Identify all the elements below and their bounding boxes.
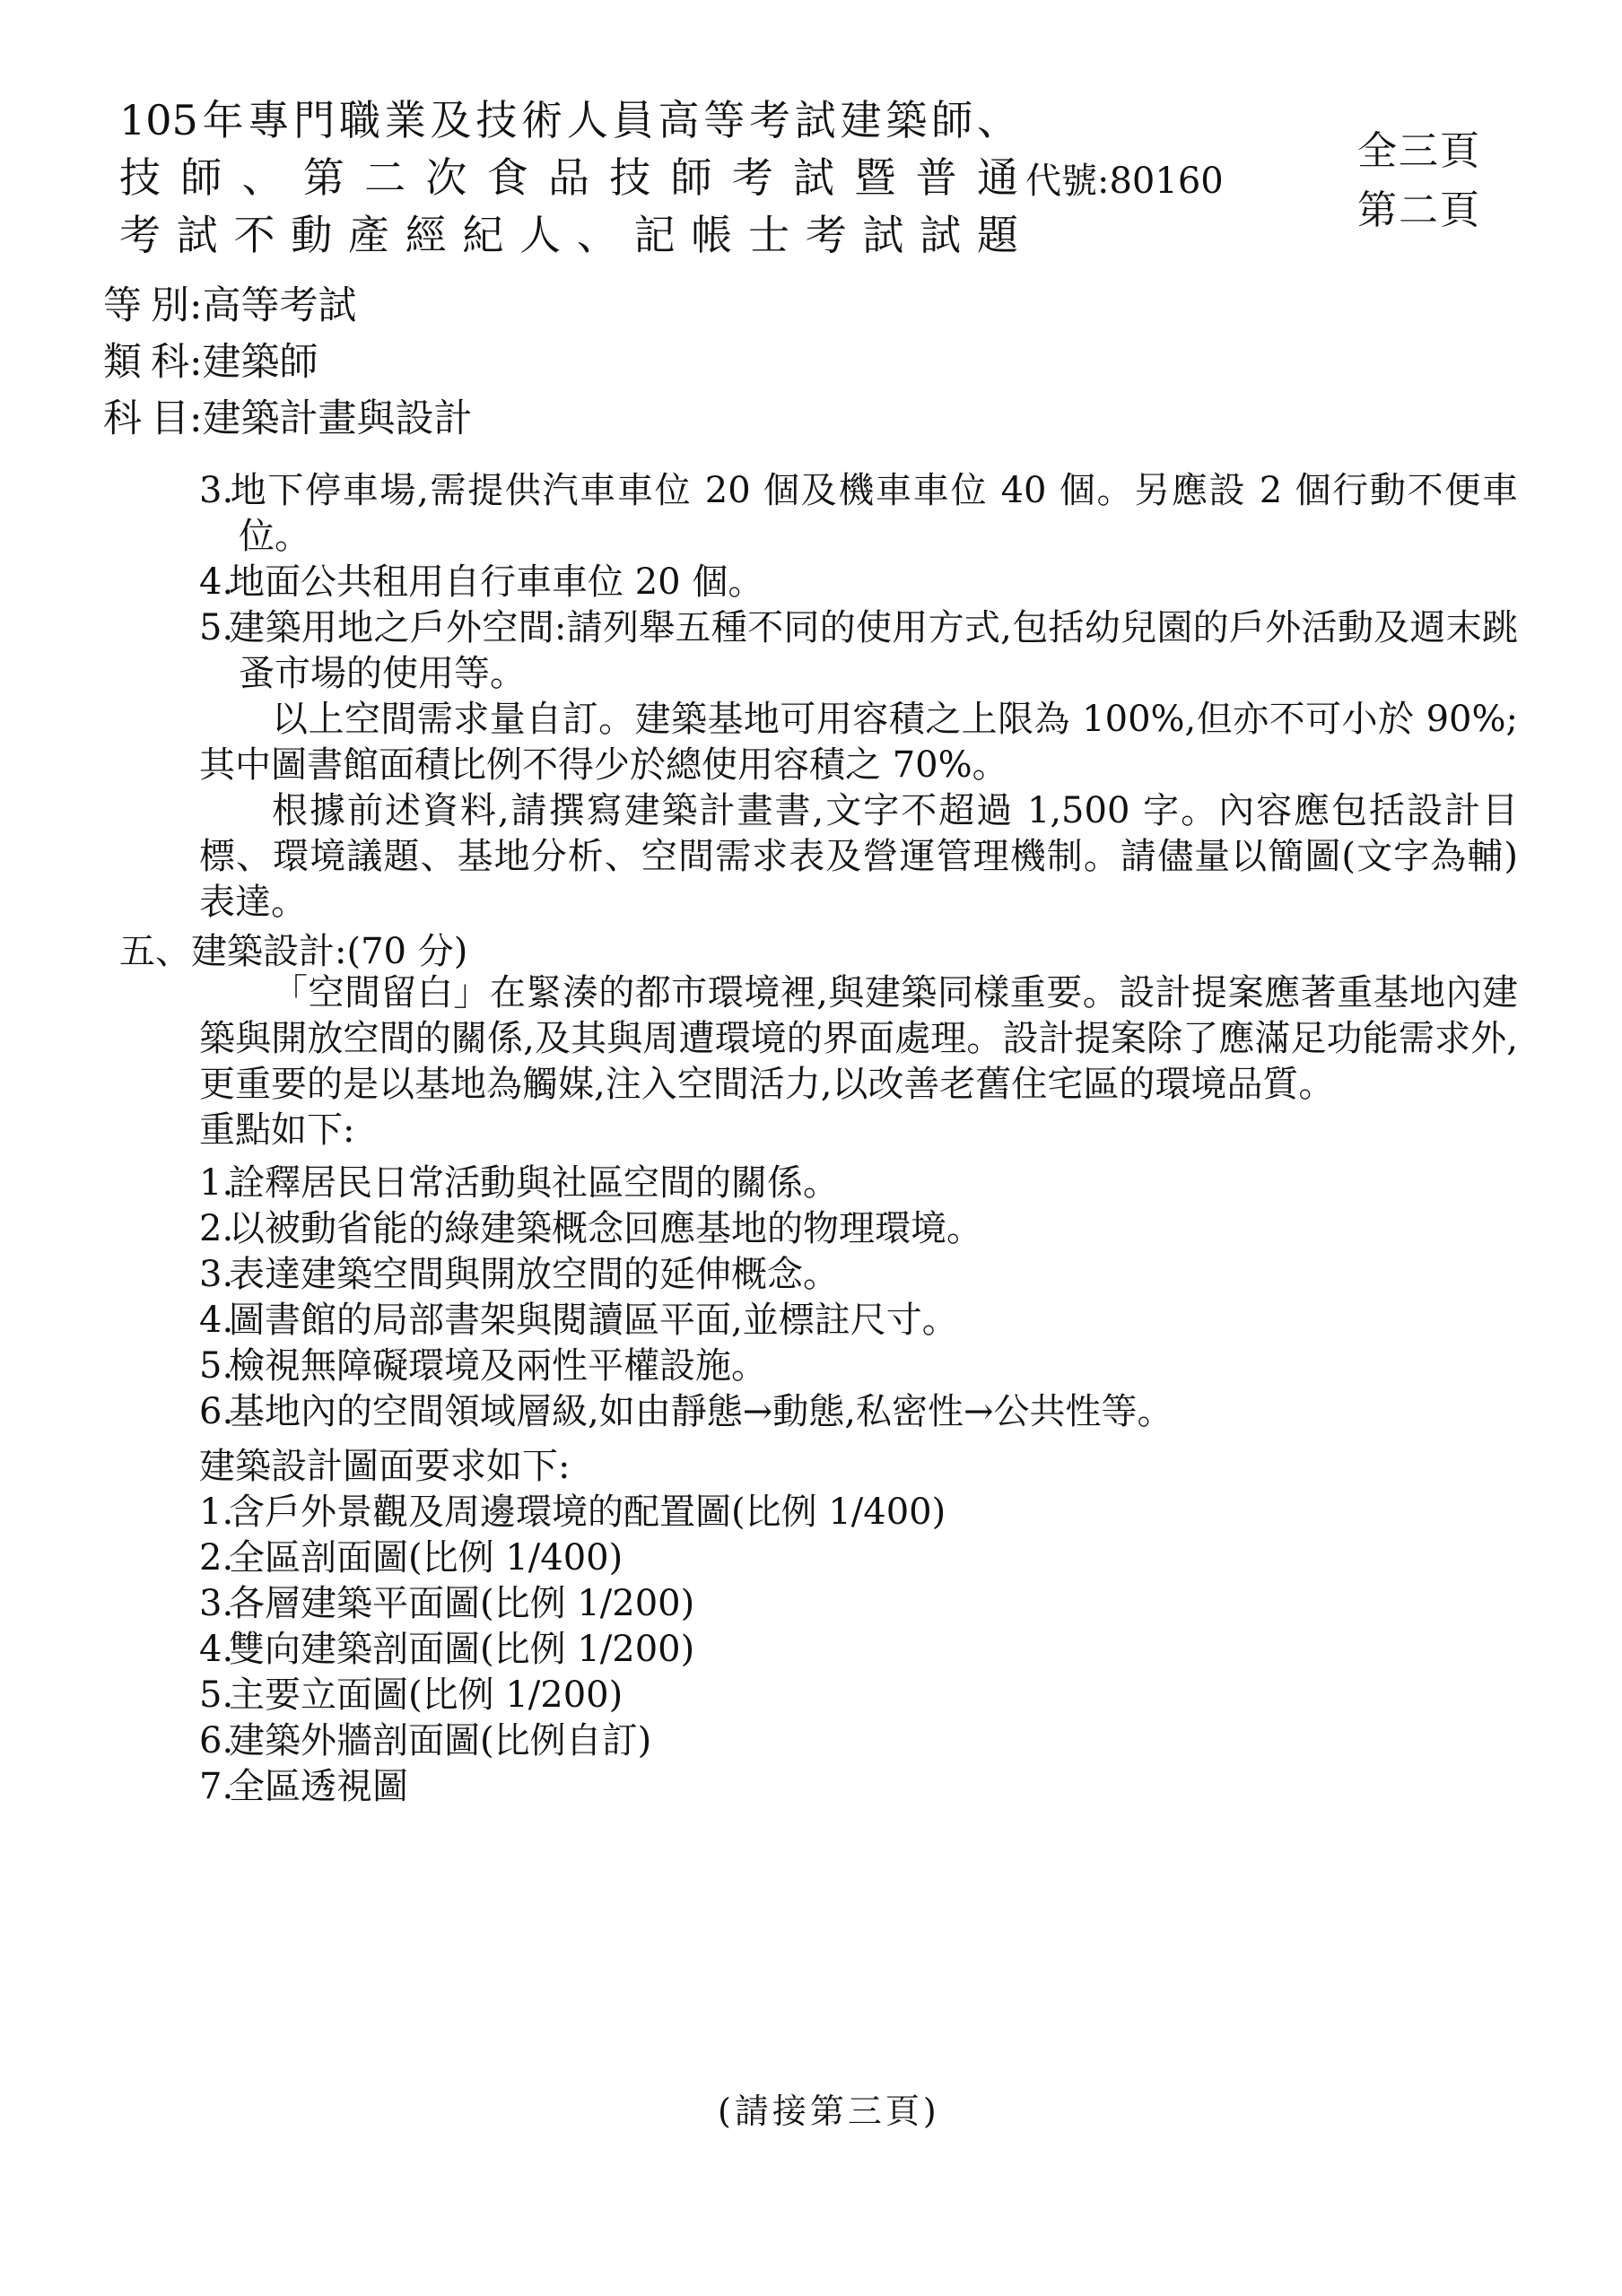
item-number: 4.: [199, 561, 234, 603]
item-text: 雙向建築剖面圖(比例 1/200): [229, 1629, 695, 1670]
meta-row-grade: [103, 278, 473, 335]
meta-colon: :: [189, 340, 203, 385]
meta-label-char: 科: [103, 396, 142, 441]
key-point: [199, 1161, 1518, 1206]
pages-total: 全三頁: [1357, 128, 1481, 174]
drawing-requirement: [199, 1490, 1518, 1535]
page-number: 第二頁: [1357, 187, 1481, 233]
title-line-3: 考試不動產經紀人、記帳士考試試題: [119, 211, 1018, 259]
key-points-label: 重點如下:: [199, 1109, 355, 1151]
key-point: [199, 1344, 1518, 1389]
key-point: [199, 1389, 1518, 1435]
section5-heading: 五、建築設計:(70 分): [119, 931, 468, 972]
drawing-requirements-list: [199, 1490, 1518, 1810]
section5-content: [199, 970, 1518, 1810]
drawing-requirement: [199, 1581, 1518, 1627]
paragraph-building-program: 根據前述資料,請撰寫建築計畫書,文字不超過 1,500 字。內容應包括設計目標、環境議題、基地分析、空間需求表及營運管理機制。請儘量以簡圖(文字為輔)表達。: [199, 790, 1518, 923]
item-number: 4.: [199, 1629, 234, 1670]
page-info: [1357, 122, 1481, 240]
meta-label-char: 類: [103, 340, 142, 385]
drawing-requirement: [199, 1627, 1518, 1673]
meta-label-char: 目: [151, 396, 189, 441]
item-text: 地面公共租用自行車車位 20 個。: [229, 561, 764, 603]
meta-row-category: [103, 335, 473, 391]
continue-note: (請接第三頁): [718, 2092, 940, 2131]
section5-intro: 「空間留白」在緊湊的都市環境裡,與建築同樣重要。設計提案應著重基地內建築與開放空間的關係,及其與周遭環境的界面處理。設計提案除了應滿足功能需求外,更重要的是以基地為觸媒,注入空間活力,以改善老舊住宅區的環境品質。: [199, 972, 1518, 1105]
item-number: 3.: [199, 470, 234, 511]
item-text: 全區透視圖: [229, 1766, 408, 1807]
item-text: 全區剖面圖(比例 1/400): [229, 1537, 624, 1578]
item-text: 建築用地之戶外空間:請列舉五種不同的使用方式,包括幼兒園的戶外活動及週末跳蚤市場的使用等。: [229, 607, 1518, 694]
list-item: [199, 605, 1518, 697]
meta-value-subject: 建築計畫與設計: [202, 396, 473, 441]
item-text: 基地內的空間領域層級,如由靜態→動態,私密性→公共性等。: [229, 1391, 1173, 1432]
item-number: 5.: [199, 1674, 234, 1716]
item-text: 檢視無障礙環境及兩性平權設施。: [229, 1345, 767, 1387]
key-point: [199, 1206, 1518, 1252]
meta-label: [103, 391, 189, 448]
list-item: [199, 468, 1518, 560]
title-line-1: 105年專門職業及技術人員高等考試建築師、: [119, 96, 1018, 144]
meta-colon: :: [189, 396, 203, 441]
meta-row-subject: [103, 391, 473, 448]
title-line-2: 技師、第二次食品技師考試暨普通: [119, 153, 1018, 202]
item-text: 地下停車場,需提供汽車車位 20 個及機車車位 40 個。另應設 2 個行動不便車位。: [229, 470, 1518, 557]
item-text: 含戶外景觀及周邊環境的配置圖(比例 1/400): [229, 1492, 946, 1533]
drawing-requirement: [199, 1673, 1518, 1718]
item-text: 以被動省能的綠建築概念回應基地的物理環境。: [229, 1208, 982, 1249]
paragraph-floor-area: 以上空間需求量自訂。建築基地可用容積之上限為 100%,但亦不可小於 90%;其中圖書館面積比例不得少於總使用容積之 70%。: [199, 699, 1518, 786]
item-text: 表達建築空間與開放空間的延伸概念。: [229, 1254, 839, 1295]
list-item: [199, 560, 1518, 605]
drawing-requirement: [199, 1535, 1518, 1581]
key-point: [199, 1298, 1518, 1344]
meta-label-char: 別: [151, 283, 189, 328]
exam-code-number: 代號:80160: [1025, 161, 1224, 202]
drawing-requirement: [199, 1718, 1518, 1764]
item-number: 7.: [199, 1766, 234, 1807]
item-number: 6.: [199, 1720, 234, 1761]
item-text: 詮釋居民日常活動與社區空間的關係。: [229, 1162, 839, 1204]
item-number: 3.: [199, 1583, 234, 1624]
item-number: 5.: [199, 1345, 234, 1387]
key-point: [199, 1252, 1518, 1298]
meta-label: [103, 335, 189, 391]
meta-value-category: 建築師: [202, 340, 318, 385]
requirements-continued: [199, 468, 1518, 926]
meta-label: [103, 278, 189, 335]
item-text: 主要立面圖(比例 1/200): [229, 1674, 624, 1716]
item-number: 6.: [199, 1391, 234, 1432]
item-number: 2.: [199, 1208, 234, 1249]
item-text: 圖書館的局部書架與閱讀區平面,並標註尺寸。: [229, 1300, 958, 1341]
meta-value-grade: 高等考試: [202, 283, 357, 328]
item-number: 1.: [199, 1162, 234, 1204]
item-number: 4.: [199, 1300, 234, 1341]
meta-label-char: 等: [103, 283, 142, 328]
meta-colon: :: [189, 283, 203, 328]
key-points-list: [199, 1161, 1518, 1435]
drawing-requirement: [199, 1764, 1518, 1810]
item-number: 5.: [199, 607, 234, 648]
item-number: 2.: [199, 1537, 234, 1578]
item-number: 1.: [199, 1492, 234, 1533]
meta-label-char: 科: [151, 340, 189, 385]
item-number: 3.: [199, 1254, 234, 1295]
item-text: 建築外牆剖面圖(比例自訂): [229, 1720, 652, 1761]
exam-meta: [103, 278, 473, 448]
drawing-requirements-label: 建築設計圖面要求如下:: [199, 1446, 571, 1487]
exam-title: [119, 91, 1018, 264]
item-text: 各層建築平面圖(比例 1/200): [229, 1583, 695, 1624]
